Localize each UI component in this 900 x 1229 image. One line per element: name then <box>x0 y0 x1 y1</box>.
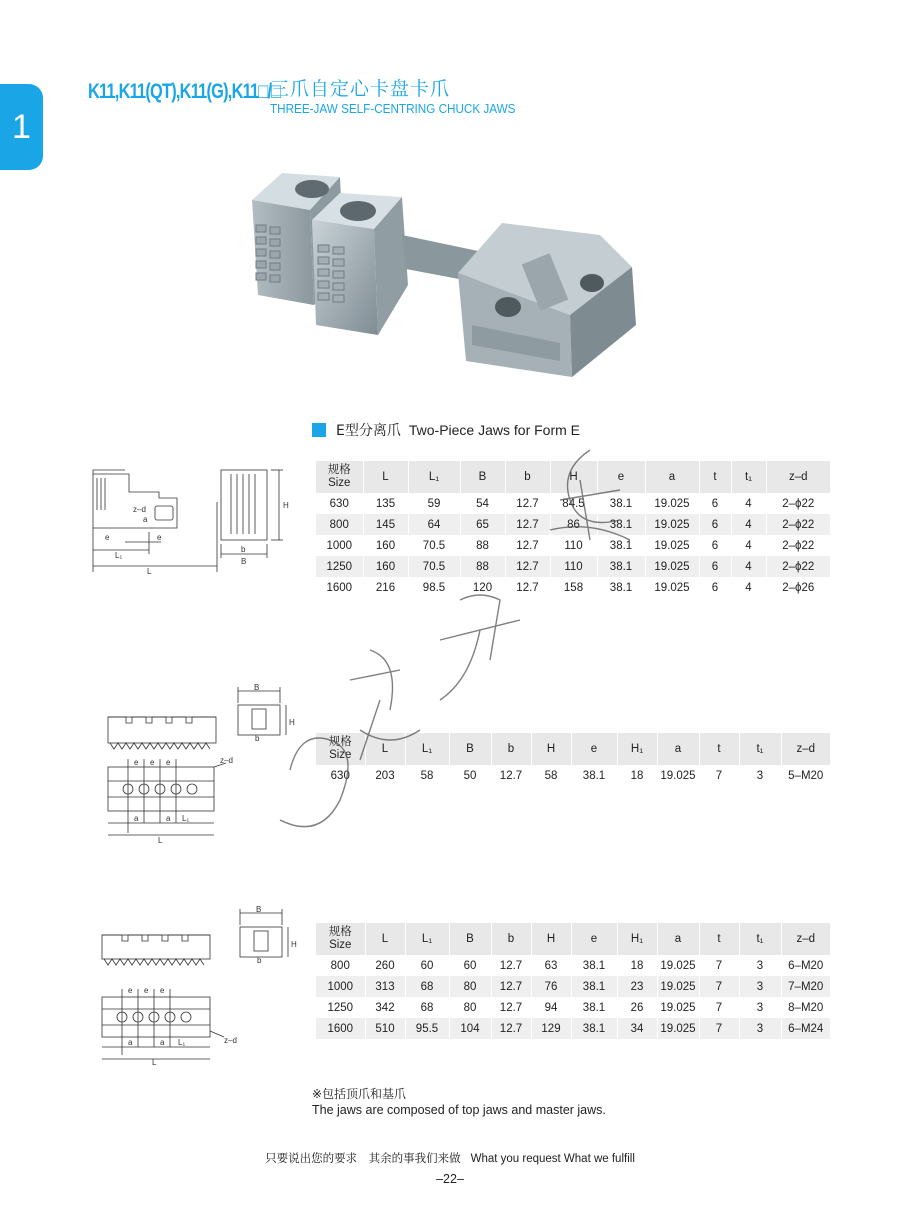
table-cell: 7 <box>699 997 739 1018</box>
table3-header-cell: H₁ <box>617 923 657 955</box>
table-cell: 58 <box>405 765 449 786</box>
table-cell: 19.025 <box>645 493 699 514</box>
table-cell: 80 <box>449 997 491 1018</box>
table-cell: 38.1 <box>597 577 645 598</box>
table-cell: 1000 <box>316 976 365 997</box>
table-cell: 19.025 <box>645 535 699 556</box>
footer-slogan-cn: 只要说出您的要求 其余的事我们来做 <box>265 1151 461 1165</box>
table2-header-cell: B <box>449 733 491 765</box>
table2-header-cell: t <box>699 733 739 765</box>
table-cell: 12.7 <box>491 765 531 786</box>
table3-header-cell: H <box>531 923 571 955</box>
table1-header-cell: H <box>550 461 597 493</box>
table-cell: 510 <box>365 1018 405 1039</box>
table-cell: 26 <box>617 997 657 1018</box>
drawing1-e-label: e <box>105 533 110 542</box>
table-row <box>316 535 830 556</box>
table1-size-en: Size <box>328 477 351 489</box>
drawing2-a-label: a <box>134 814 139 823</box>
drawing1-B-label: B <box>241 557 247 566</box>
table-cell: 63 <box>531 955 571 976</box>
drawing3-L1-label: L₁ <box>178 1038 186 1047</box>
note-en: The jaws are composed of top jaws and master jaws. <box>312 1103 606 1117</box>
jaw-piece-right <box>458 223 636 377</box>
table-cell: 7 <box>699 765 739 786</box>
table-cell: 50 <box>449 765 491 786</box>
table-row <box>316 1018 830 1039</box>
table-cell: 6 <box>699 535 731 556</box>
table-cell: 2–ϕ22 <box>766 493 830 514</box>
table-cell: 12.7 <box>505 556 550 577</box>
table-cell: 3 <box>739 955 781 976</box>
table-cell: 59 <box>408 493 460 514</box>
table3-header-cell: L₁ <box>405 923 449 955</box>
table-cell: 630 <box>330 769 350 782</box>
drawing-top-jaw-large <box>98 905 302 1065</box>
drawing3-zd-label: z–d <box>224 1036 237 1045</box>
table3-header-cell: t <box>699 923 739 955</box>
table-cell: 160 <box>363 556 408 577</box>
page-number: –22– <box>436 1172 464 1186</box>
table1-header-cell: B <box>460 461 505 493</box>
drawing3-L-label: L <box>152 1058 157 1065</box>
spec-table-2 <box>316 733 830 786</box>
table2-size-cn: 规格 <box>328 736 352 748</box>
table-cell: 70.5 <box>408 535 460 556</box>
drawing-two-piece-jaw <box>85 462 300 582</box>
table-cell: 76 <box>531 976 571 997</box>
table-cell: 38.1 <box>571 997 617 1018</box>
table-cell: 110 <box>550 535 597 556</box>
table-cell: 12.7 <box>491 1018 531 1039</box>
footer-slogan-en: What you request What we fulfill <box>470 1153 635 1165</box>
table-cell: 38.1 <box>571 955 617 976</box>
table1-header-cell: L <box>363 461 408 493</box>
section-title <box>312 420 580 440</box>
table2-header-cell: H <box>531 733 571 765</box>
table-cell: 12.7 <box>505 514 550 535</box>
table1-header-cell: L₁ <box>408 461 460 493</box>
table-cell: 64 <box>408 514 460 535</box>
table3-header-cell: a <box>657 923 699 955</box>
table2-header-cell: e <box>571 733 617 765</box>
table-cell: 6–M24 <box>781 1018 830 1039</box>
table-row <box>316 976 830 997</box>
table-cell: 110 <box>550 556 597 577</box>
table-cell: 5–M20 <box>781 765 830 786</box>
table-cell: 342 <box>365 997 405 1018</box>
table1-header-cell: t₁ <box>731 461 766 493</box>
table-cell: 7 <box>699 955 739 976</box>
table-cell: 2–ϕ22 <box>766 535 830 556</box>
table-cell: 38.1 <box>571 765 617 786</box>
table-cell: 38.1 <box>597 556 645 577</box>
table-cell: 58 <box>531 765 571 786</box>
table-cell: 19.025 <box>657 955 699 976</box>
table-row <box>316 493 830 514</box>
drawing2-a2-label: a <box>166 814 171 823</box>
table-cell: 2–ϕ22 <box>766 556 830 577</box>
table3-header-cell: e <box>571 923 617 955</box>
drawing3-b-label: b <box>257 956 262 965</box>
table-cell: 19.025 <box>657 976 699 997</box>
drawing3-H-label: H <box>291 940 297 949</box>
drawing1-zd-label: z–d <box>133 505 146 514</box>
table-cell: 12.7 <box>505 535 550 556</box>
section-title-cn: E型分离爪 <box>336 423 401 439</box>
spec-table-1 <box>316 461 830 598</box>
table2-header-row <box>316 733 830 765</box>
table-cell: 12.7 <box>505 493 550 514</box>
table-cell: 38.1 <box>597 493 645 514</box>
drawing2-H-label: H <box>289 718 295 727</box>
drawing2-e2-label: e <box>150 758 155 767</box>
table1-header-cell: e <box>597 461 645 493</box>
table-cell: 160 <box>363 535 408 556</box>
table-cell: 70.5 <box>408 556 460 577</box>
table2-header-cell: b <box>491 733 531 765</box>
table-cell: 145 <box>363 514 408 535</box>
table-cell: 84.5 <box>550 493 597 514</box>
table3-header-cell: z–d <box>781 923 830 955</box>
drawing2-e3-label: e <box>166 758 171 767</box>
table-cell: 6 <box>699 493 731 514</box>
table-row <box>316 514 830 535</box>
table-cell: 104 <box>449 1018 491 1039</box>
drawing1-L1-label: L₁ <box>115 551 123 560</box>
drawing3-e-label: e <box>128 986 133 995</box>
table-cell: 18 <box>617 765 657 786</box>
table1-header-cell: a <box>645 461 699 493</box>
table-cell: 3 <box>739 976 781 997</box>
table-cell: 38.1 <box>571 1018 617 1039</box>
section-title-en: Two-Piece Jaws for Form E <box>408 422 581 438</box>
table-cell: 1250 <box>316 556 363 577</box>
table-cell: 6–M20 <box>781 955 830 976</box>
table-cell: 158 <box>550 577 597 598</box>
table-cell: 68 <box>405 976 449 997</box>
drawing3-e2-label: e <box>144 986 149 995</box>
table-cell: 4 <box>731 514 766 535</box>
table2-header-cell: L₁ <box>405 733 449 765</box>
table-cell: 630 <box>329 497 349 510</box>
table-cell: 80 <box>449 976 491 997</box>
drawing1-H-label: H <box>283 501 289 510</box>
table-cell: 4 <box>731 577 766 598</box>
table-cell: 4 <box>731 556 766 577</box>
table-cell: 18 <box>617 955 657 976</box>
jaw-piece-middle <box>312 193 480 335</box>
drawing2-e-label: e <box>134 758 139 767</box>
table1-header-cell: b <box>505 461 550 493</box>
table-cell: 1600 <box>316 1018 365 1039</box>
table-row <box>316 556 830 577</box>
drawing2-zd-label: z–d <box>220 756 233 765</box>
drawing3-a-label: a <box>128 1038 133 1047</box>
table-cell: 3 <box>739 1018 781 1039</box>
table-cell: 60 <box>449 955 491 976</box>
chapter-number: 1 <box>12 107 31 146</box>
footer-slogan <box>0 1150 900 1166</box>
table1-header-row <box>316 461 830 493</box>
table1-size-header <box>316 461 363 493</box>
table-cell: 34 <box>617 1018 657 1039</box>
table-row <box>316 577 830 598</box>
table-cell: 260 <box>365 955 405 976</box>
table-cell: 3 <box>739 765 781 786</box>
table2-header-cell: L <box>365 733 405 765</box>
table3-header-cell: b <box>491 923 531 955</box>
table-cell: 95.5 <box>405 1018 449 1039</box>
table-cell: 19.025 <box>645 556 699 577</box>
table3-size-en: Size <box>329 939 352 951</box>
drawing2-L-label: L <box>158 836 163 843</box>
table-cell: 94 <box>531 997 571 1018</box>
chapter-tab <box>0 84 43 170</box>
table-cell: 12.7 <box>505 577 550 598</box>
table-cell: 800 <box>316 514 363 535</box>
page-title-en: THREE-JAW SELF-CENTRING CHUCK JAWS <box>270 101 516 116</box>
table-cell: 203 <box>365 765 405 786</box>
table2-header-cell: t₁ <box>739 733 781 765</box>
table-cell: 38.1 <box>597 535 645 556</box>
section-marker-icon <box>312 423 326 437</box>
table-cell: 216 <box>363 577 408 598</box>
table-cell: 19.025 <box>645 577 699 598</box>
drawing3-e3-label: e <box>160 986 165 995</box>
table-cell: 65 <box>460 514 505 535</box>
table1-header-cell: t <box>699 461 731 493</box>
table-cell: 12.7 <box>491 976 531 997</box>
drawing1-e2-label: e <box>157 533 162 542</box>
table-row <box>316 997 830 1018</box>
table-cell: 8–M20 <box>781 997 830 1018</box>
table2-size-en: Size <box>329 749 352 761</box>
table-cell: 2–ϕ26 <box>766 577 830 598</box>
table-cell: 38.1 <box>597 514 645 535</box>
table3-size-header <box>316 923 365 955</box>
table-cell: 2–ϕ22 <box>766 514 830 535</box>
table-cell: 120 <box>460 577 505 598</box>
table2-header-cell: a <box>657 733 699 765</box>
table-cell: 6 <box>699 577 731 598</box>
table-cell: 6 <box>699 514 731 535</box>
table-cell: 129 <box>531 1018 571 1039</box>
table-cell: 3 <box>739 997 781 1018</box>
table3-header-cell: B <box>449 923 491 955</box>
table-cell: 800 <box>330 959 350 972</box>
table-cell: 19.025 <box>657 997 699 1018</box>
table-cell: 12.7 <box>491 997 531 1018</box>
table-cell: 1600 <box>326 581 353 594</box>
drawing1-L-label: L <box>147 567 152 576</box>
table3-header-cell: L <box>365 923 405 955</box>
table3-header-row <box>316 923 830 955</box>
table2-header-cell: H₁ <box>617 733 657 765</box>
drawing3-a2-label: a <box>160 1038 165 1047</box>
table-cell: 19.025 <box>645 514 699 535</box>
table-cell: 38.1 <box>571 976 617 997</box>
table-cell: 60 <box>405 955 449 976</box>
drawing2-b-label: b <box>255 734 260 743</box>
table-cell: 6 <box>699 556 731 577</box>
table2-header-cell: z–d <box>781 733 830 765</box>
table-cell: 4 <box>731 535 766 556</box>
table-cell: 98.5 <box>408 577 460 598</box>
table3-header-cell: t₁ <box>739 923 781 955</box>
table-cell: 135 <box>363 493 408 514</box>
table1-header-cell: z–d <box>766 461 830 493</box>
table-cell: 86 <box>550 514 597 535</box>
drawing3-B-label: B <box>256 905 262 914</box>
table-cell: 23 <box>617 976 657 997</box>
table-cell: 4 <box>731 493 766 514</box>
table-cell: 313 <box>365 976 405 997</box>
table-cell: 19.025 <box>657 765 699 786</box>
table-cell: 88 <box>460 535 505 556</box>
table-cell: 19.025 <box>657 1018 699 1039</box>
note-cn: ※包括顶爪和基爪 <box>312 1087 407 1101</box>
drawing2-L1-label: L₁ <box>182 814 190 823</box>
model-code: K11,K11(QT),K11(G),K11□/□ <box>88 80 281 103</box>
table1-size-cn: 规格 <box>327 464 351 476</box>
table-cell: 7 <box>699 1018 739 1039</box>
page-title-cn: 三爪自定心卡盘卡爪 <box>270 78 451 100</box>
table-cell: 12.7 <box>491 955 531 976</box>
table-cell: 54 <box>460 493 505 514</box>
drawing1-a-label: a <box>143 515 148 524</box>
table-cell: 7 <box>699 976 739 997</box>
table-cell: 68 <box>405 997 449 1018</box>
table-cell: 7–M20 <box>781 976 830 997</box>
table-cell: 88 <box>460 556 505 577</box>
table-cell: 1250 <box>327 1001 354 1014</box>
product-photo <box>240 165 650 380</box>
spec-table-3 <box>316 923 830 1039</box>
table-cell: 1000 <box>326 539 353 552</box>
drawing-top-jaw-630 <box>100 683 300 843</box>
drawing2-B-label: B <box>254 683 260 692</box>
table2-size-header <box>316 733 365 765</box>
table-row <box>316 955 830 976</box>
drawing1-b-label: b <box>241 545 246 554</box>
table-row <box>316 765 830 786</box>
table3-size-cn: 规格 <box>328 926 352 938</box>
